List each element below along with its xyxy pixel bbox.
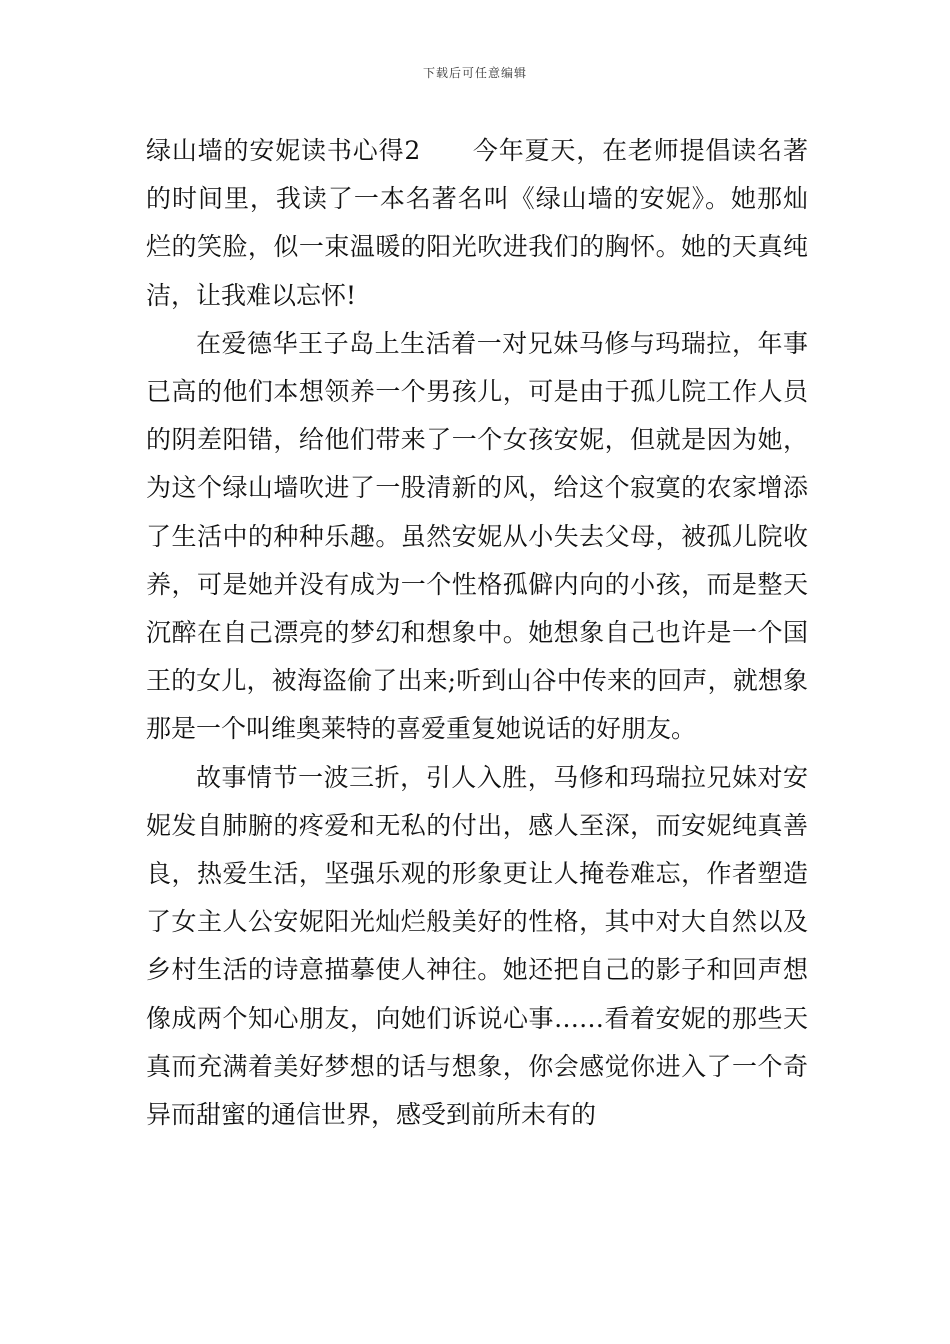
paragraph-reflection: 故事情节一波三折，引人入胜，马修和玛瑞拉兄妹对安妮发自肺腑的疼爱和无私的付出，感人至深，而安妮纯真善良，热爱生活，坚强乐观的形象更让人掩卷难忘，作者塑造了女主人公安妮阳光灿烂般美好的性格，其中对大自然以及乡村生活的诗意描摹使人神往。她还把自己的影子和回声想像成两个知心朋友，向她们诉说心事……看着安妮的那些天真而充满着美好梦想的话与想象，你会感觉你进入了一个奇异而甜蜜的通信世界，感受到前所未有的 xyxy=(146,762,808,1130)
page-header: 下载后可任意编辑 xyxy=(422,66,527,80)
paragraph-story-summary: 在爱德华王子岛上生活着一对兄妹马修与玛瑞拉，年事已高的他们本想领养一个男孩儿，可是由于孤儿院工作人员的阴差阳错，给他们带来了一个女孩安妮，但就是因为她，为这个绿山墙吹进了一股清新的风，给这个寂寞的农家增添了生活中的种种乐趣。虽然安妮从小失去父母，被孤儿院收养，可是她并没有成为一个性格孤僻内向的小孩，而是整天沉醉在自己漂亮的梦幻和想象中。她想象自己也许是一个国王的女儿，被海盗偷了出来;听到山谷中传来的回声，就想象那是一个叫维奥莱特的喜爱重复她说话的好朋友。 xyxy=(146,328,808,744)
document-body xyxy=(146,127,808,1139)
paragraph-title-intro: 绿山墙的安妮读书心得2 今年夏天，在老师提倡读名著的时间里，我读了一本名著名叫《绿山墙的安妮》。她那灿烂的笑脸，似一束温暖的阳光吹进我们的胸怀。她的天真纯洁，让我难以忘怀! xyxy=(146,136,808,310)
